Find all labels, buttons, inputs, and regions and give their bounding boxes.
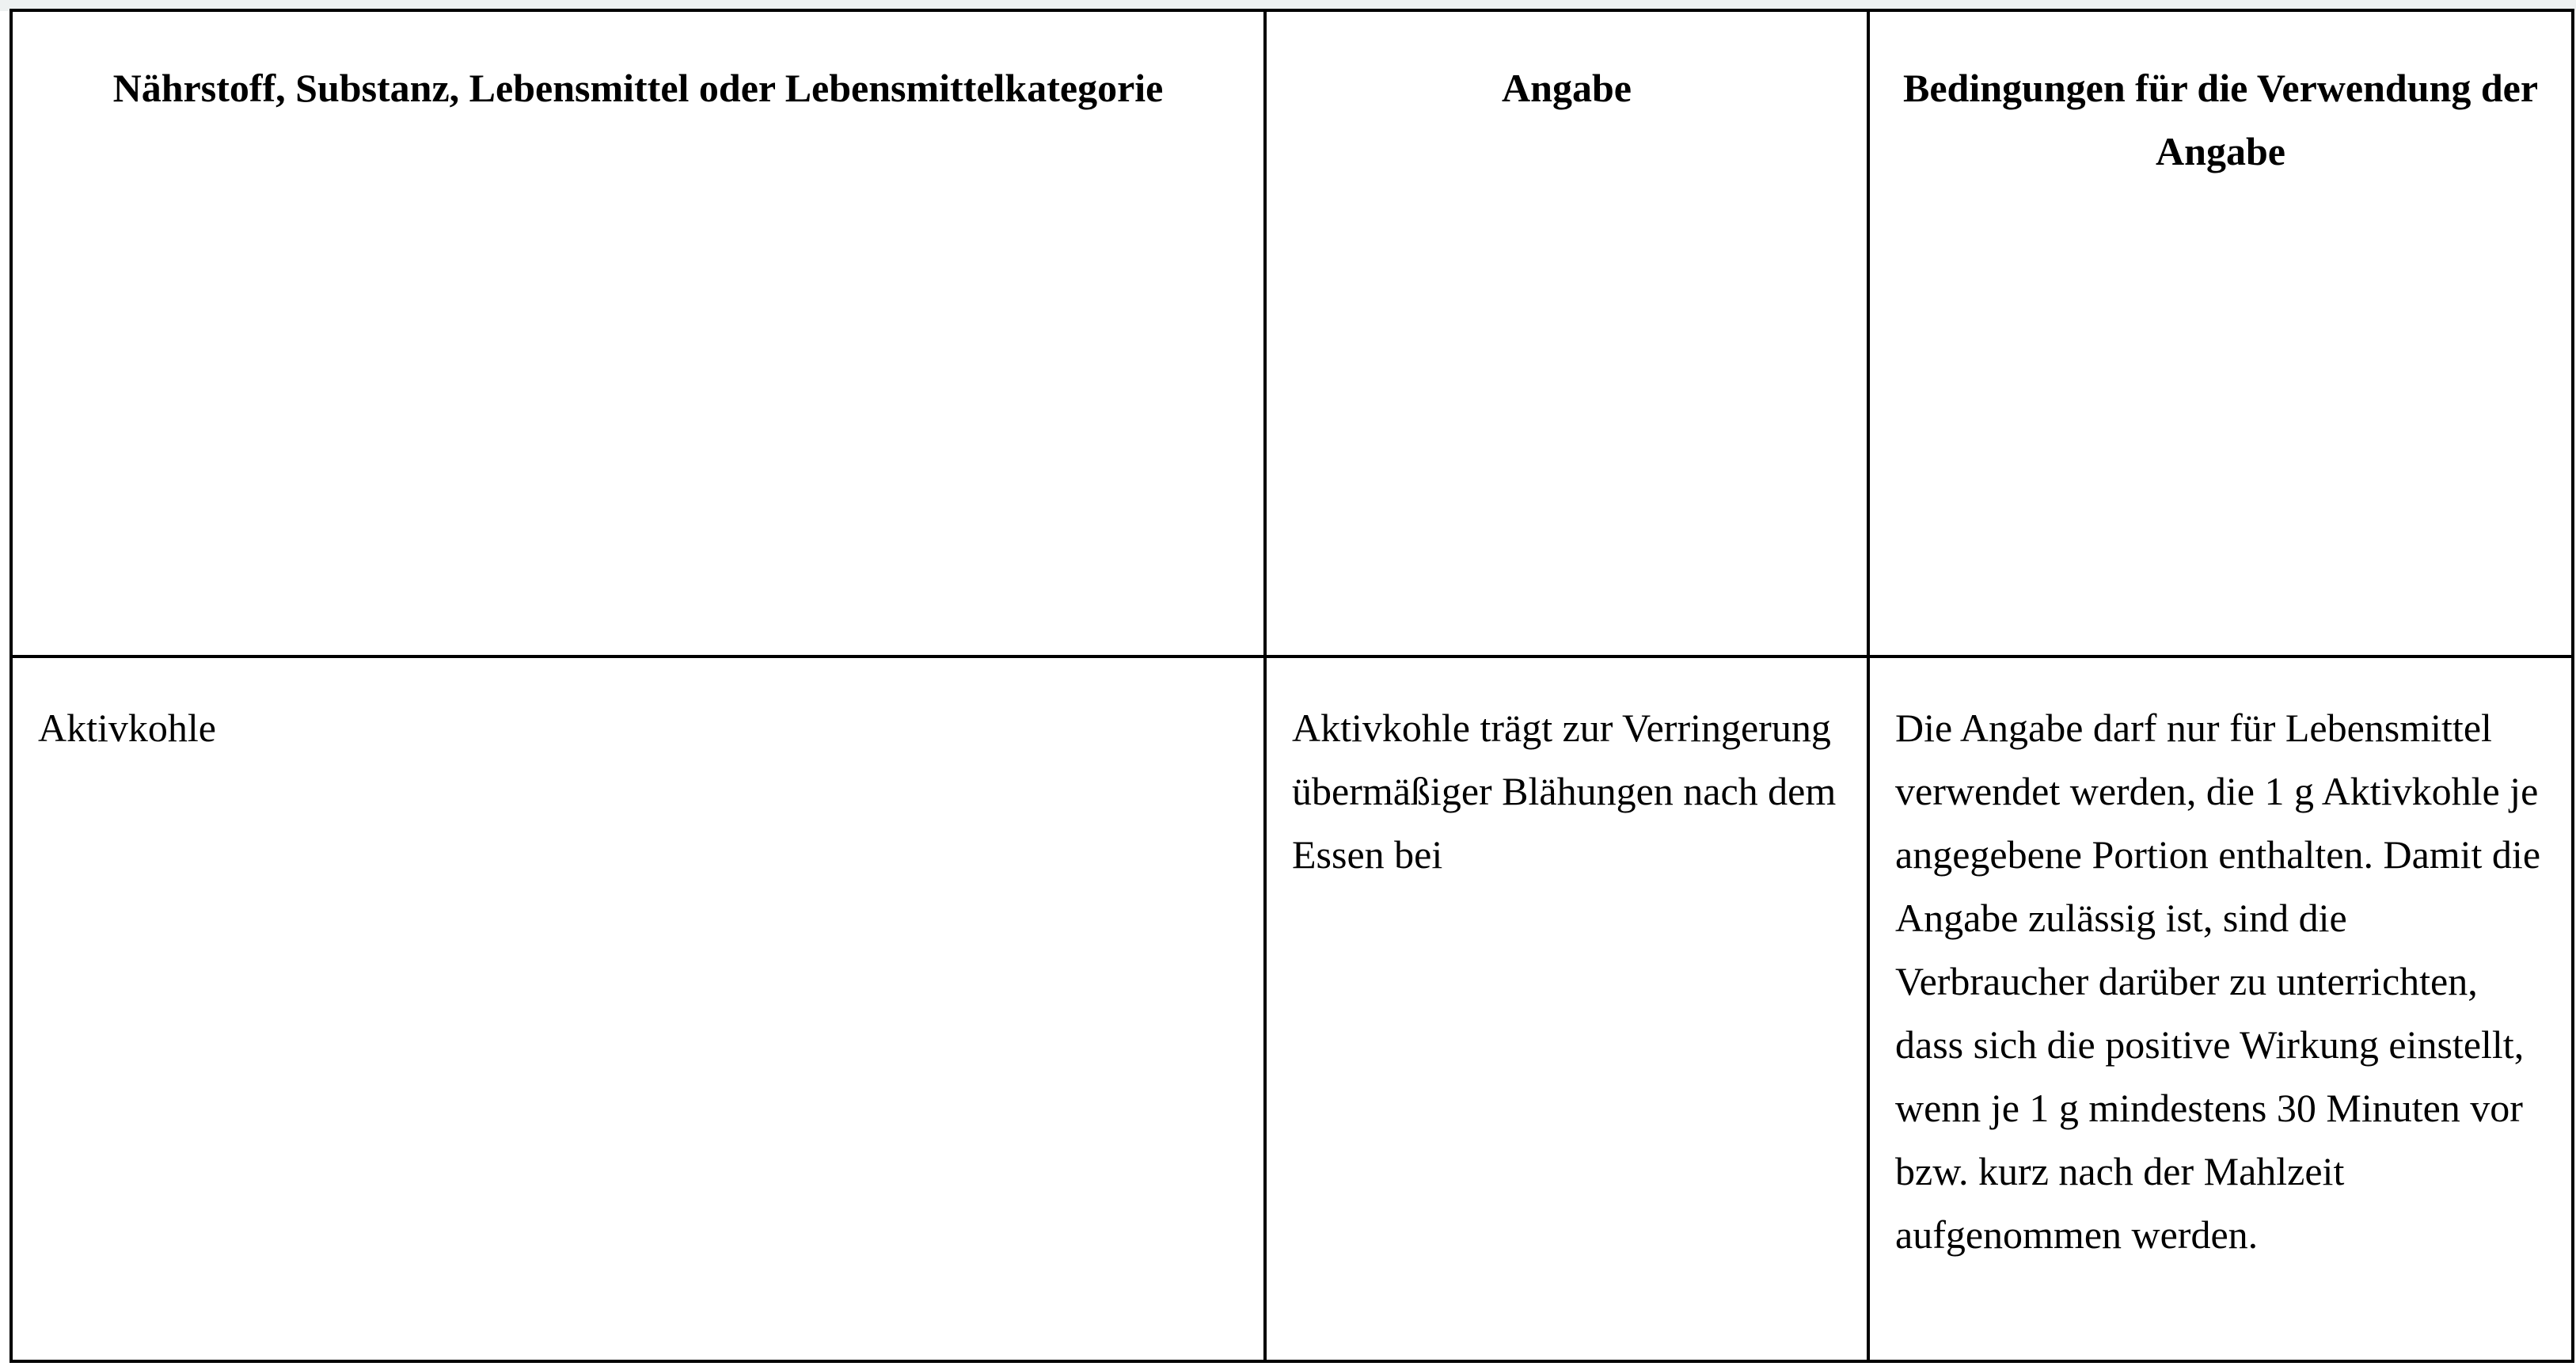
table-header-row xyxy=(11,10,2573,656)
cell-substance xyxy=(11,656,1265,1361)
header-conditions-label: Bedingungen für die Verwendung der Angabe xyxy=(1902,66,2539,173)
substance-text: Aktivkohle xyxy=(38,706,216,750)
conditions-text: Die Angabe darf nur für Lebensmittel verwendet werden, die 1 g Aktivkohle je angegebene Portion enthalten. Damit die Angabe zulässig ist, sind die Verbraucher darüber zu unterrichten, dass sich die positive Wirkung einstellt, wenn je 1 g mindestens 30 Minuten vor bzw. kurz nach der Mahlzeit aufgenommen werden. xyxy=(1895,706,2541,1257)
claim-text: Aktivkohle trägt zur Verringerung übermäßiger Blähungen nach dem Essen bei xyxy=(1292,706,1837,877)
table-row xyxy=(11,656,2573,1361)
header-claim-label: Angabe xyxy=(1502,66,1632,110)
cell-claim xyxy=(1265,656,1868,1361)
header-substance-label: Nährstoff, Substanz, Lebensmittel oder Lebensmittelkategorie xyxy=(112,66,1164,110)
cell-conditions xyxy=(1868,656,2573,1361)
header-conditions xyxy=(1868,10,2573,656)
health-claims-table xyxy=(9,9,2574,1363)
header-substance xyxy=(11,10,1265,656)
header-claim xyxy=(1265,10,1868,656)
